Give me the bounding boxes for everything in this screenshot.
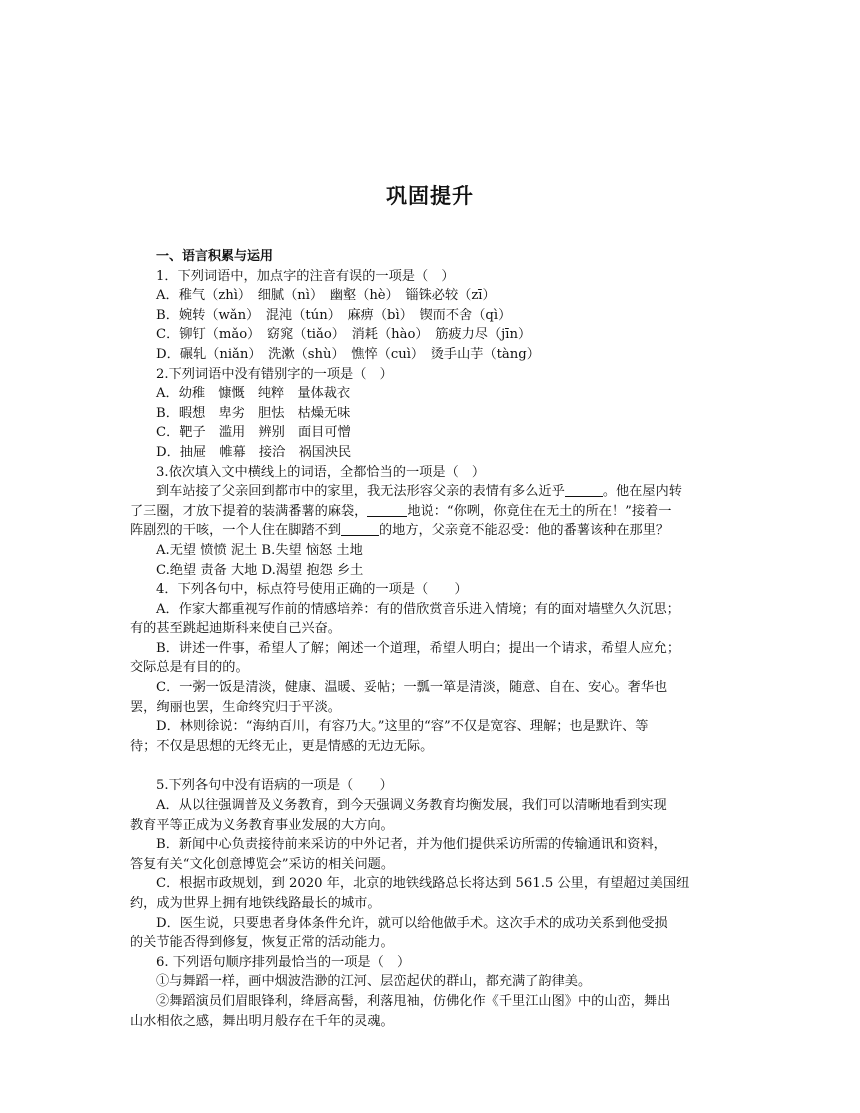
sentence-2-cont: 山水相依之感，舞出明月般存在千年的灵魂。	[130, 1013, 394, 1029]
passage-text: 到车站接了父亲回到都市中的家里，我无法形容父亲的表情有多么近乎	[156, 484, 565, 500]
spacer	[130, 756, 733, 776]
option-a: A．从以往强调普及义务教育，到今天强调义务教育均衡发展，我们可以清晰地看到实现	[156, 798, 667, 814]
option-c: C．铆钉（mǎo） 窈窕（tiǎo） 消耗（hào） 筋疲力尽（jīn）	[156, 327, 532, 343]
fill-blank	[367, 502, 407, 517]
passage-text: 的地方，父亲竟不能忍受：他的番薯该种在那里？	[379, 523, 670, 539]
passage-text: 。他在屋内转	[602, 484, 682, 500]
option-c-cont: 约，成为世界上拥有地铁线路最长的城市。	[130, 896, 381, 911]
question-stem: 2.下列词语中没有错别字的一项是（ ）	[156, 366, 393, 382]
question-stem: 1．下列词语中，加点字的注音有误的一项是（ ）	[156, 268, 455, 284]
fill-blank	[341, 521, 379, 536]
question-1	[130, 267, 733, 365]
document-body	[130, 247, 733, 1031]
passage-line	[130, 482, 733, 502]
option-d: D．抽屉 帷幕 接洽 祸国泱民	[156, 444, 352, 460]
options-cd: C.绝望 责备 大地 D.渴望 抱怨 乡土	[156, 562, 364, 578]
question-stem: 6. 下列语句顺序排列最恰当的一项是（ ）	[156, 954, 411, 970]
passage-text: 地说：“你咧，你竟住在无土的所在！”接着一	[407, 503, 672, 519]
question-3	[130, 463, 733, 581]
question-stem: 5.下列各句中没有语病的一项是（ ）	[156, 778, 393, 794]
option-b: B．新闻中心负责接待前来采访的中外记者，并为他们提供采访所需的传输通讯和资料，	[156, 837, 667, 853]
option-c: C．根据市政规划，到 2020 年，北京的地铁线路总长将达到 561.5 公里，有望超过美国纽	[156, 876, 690, 892]
passage-line	[130, 521, 733, 541]
question-5	[130, 776, 733, 952]
option-d-cont: 的关节能否得到修复，恢复正常的活动能力。	[130, 935, 394, 951]
option-c: C．靶子 滥用 辨别 面目可憎	[156, 425, 351, 441]
option-b: B．暇想 卑劣 胆怯 枯燥无味	[156, 405, 351, 421]
option-b: B．婉转（wǎn） 混沌（tún） 麻痹（bì） 锲而不舍（qì）	[156, 307, 512, 323]
option-a: A．幼稚 慷慨 纯粹 量体裁衣	[156, 386, 351, 402]
question-stem: 4．下列各句中，标点符号使用正确的一项是（ ）	[156, 582, 468, 598]
option-a-cont: 有的甚至跳起迪斯科来使自己兴奋。	[130, 621, 341, 637]
option-c: C．一粥一饭是清淡，健康、温暖、妥帖；一瓢一箪是清淡，随意、自在、安心。奢华也	[156, 680, 668, 696]
option-b-cont: 交际总是有目的的。	[130, 660, 249, 676]
sentence-2: ②舞蹈演员们眉眼锋利，绛唇高髻，利落甩袖，仿佛化作《千里江山图》中的山峦，舞出	[156, 993, 671, 1009]
option-a: A．稚气（zhì） 细腻（nì） 幽壑（hè） 锱铢必较（zī）	[156, 288, 496, 304]
question-stem: 3.依次填入文中横线上的词语，全都恰当的一项是（ ）	[156, 464, 486, 480]
option-a-cont: 教育平等正成为义务教育事业发展的大方向。	[130, 817, 394, 833]
page-title: 巩固提升	[386, 184, 474, 208]
sentence-1: ①与舞蹈一样，画中烟波浩渺的江河、层峦起伏的群山，都充满了韵律美。	[156, 974, 592, 990]
option-b-cont: 答复有关“文化创意博览会”采访的相关问题。	[130, 856, 395, 872]
passage-text: 了三圈，才放下提着的装满番薯的麻袋，	[130, 503, 368, 519]
question-4	[130, 580, 733, 756]
option-d-cont: 待；不仅是思想的无终无止，更是情感的无边无际。	[130, 738, 434, 754]
option-d: D．医生说，只要患者身体条件允许，就可以给他做手术。这次手术的成功关系到他受损	[156, 915, 668, 931]
option-c-cont: 罢，绚丽也罢，生命终究归于平淡。	[130, 699, 341, 715]
options-ab: A.无望 愤愤 泥土 B.失望 恼怒 土地	[156, 542, 363, 558]
option-d: D．林则徐说：“海纳百川，有容乃大。”这里的“容”不仅是宽容、理解；也是默许、等	[156, 719, 649, 735]
option-a: A．作家大都重视写作前的情感培养：有的借欣赏音乐进入情境；有的面对墙壁久久沉思；	[156, 601, 680, 617]
option-d: D．碾轧（niǎn） 洗漱（shù） 憔悴（cuì） 烫手山芋（tàng）	[156, 346, 540, 362]
question-6	[130, 953, 733, 1031]
section-heading: 一、语言积累与运用	[156, 249, 274, 264]
question-2	[130, 365, 733, 463]
passage-text: 阵剧烈的干咳，一个人住在脚踏不到	[130, 523, 341, 539]
fill-blank	[565, 482, 603, 497]
option-b: B．讲述一件事，希望人了解；阐述一个道理，希望人明白；提出一个请求，希望人应允；	[156, 640, 680, 656]
passage-line	[130, 502, 733, 522]
